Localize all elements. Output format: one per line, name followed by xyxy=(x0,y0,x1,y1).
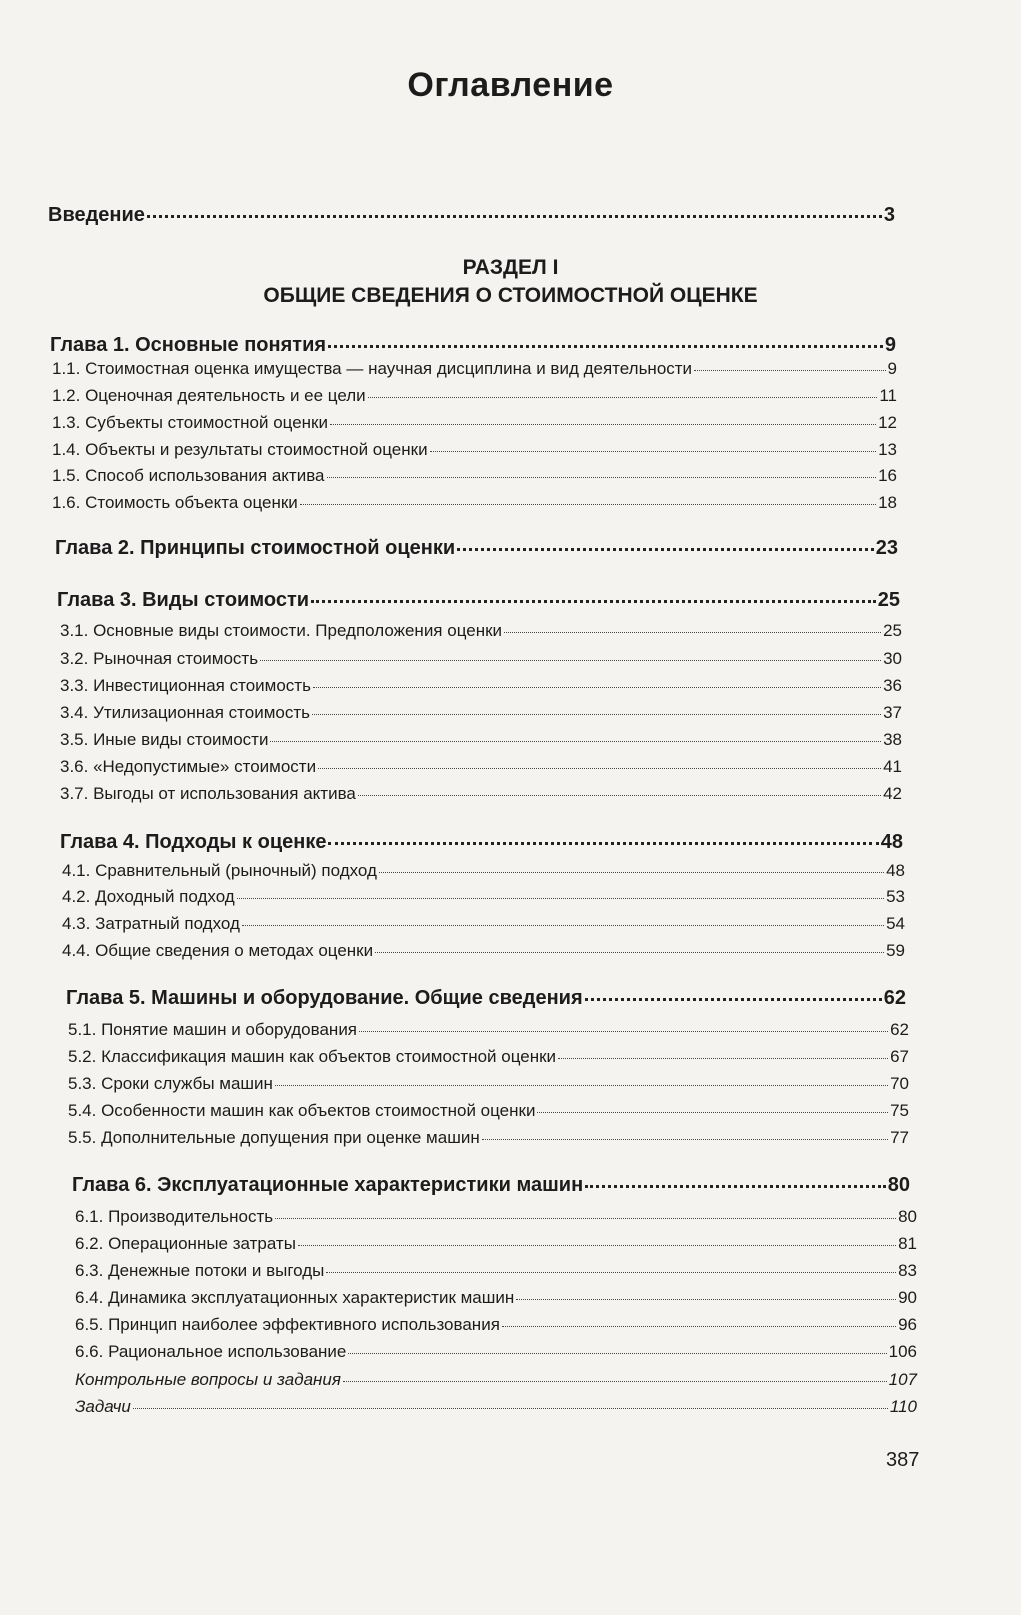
toc-subsection xyxy=(60,622,902,639)
dot-leader xyxy=(318,768,881,769)
dot-leader xyxy=(502,1326,896,1327)
toc-subsection xyxy=(60,650,902,667)
toc-subsection xyxy=(60,731,902,748)
toc-subsection xyxy=(75,1371,917,1388)
toc-chapter xyxy=(60,832,903,852)
toc-subsection xyxy=(62,862,905,879)
toc-subsection xyxy=(52,414,897,431)
toc-subsection xyxy=(75,1289,917,1306)
toc-subsection xyxy=(68,1021,909,1038)
dot-leader xyxy=(327,477,877,478)
entry-label: Глава 4. Подходы к оценке xyxy=(60,831,327,853)
entry-label: Глава 1. Основные понятия xyxy=(50,334,327,356)
toc-chapter xyxy=(66,988,906,1008)
toc-subsection xyxy=(75,1208,917,1225)
dot-leader xyxy=(694,370,885,371)
entry-label: 1.2. Оценочная деятельность и ее цели xyxy=(52,386,366,405)
entry-label: 5.4. Особенности машин как объектов стоимостной оценки xyxy=(68,1101,536,1120)
toc-subsection xyxy=(62,915,905,932)
toc-subsection xyxy=(52,467,897,484)
dot-leader xyxy=(300,504,876,505)
entry-page: 23 xyxy=(875,537,898,559)
entry-label: 4.2. Доходный подход xyxy=(62,887,235,906)
entry-page: 16 xyxy=(878,466,897,485)
toc-subsection xyxy=(60,758,902,775)
entry-page: 80 xyxy=(887,1174,910,1196)
dot-leader xyxy=(328,842,878,845)
entry-page: 106 xyxy=(888,1342,917,1361)
entry-page: 42 xyxy=(883,784,902,803)
entry-page: 81 xyxy=(898,1234,917,1253)
dot-leader xyxy=(237,898,884,899)
entry-page: 67 xyxy=(890,1047,909,1066)
dot-leader xyxy=(379,872,884,873)
entry-page: 48 xyxy=(886,861,905,880)
entry-page: 41 xyxy=(883,757,902,776)
entry-page: 18 xyxy=(878,493,897,512)
entry-label: 4.4. Общие сведения о методах оценки xyxy=(62,941,374,960)
toc-subsection xyxy=(52,360,897,377)
entry-label: 1.1. Стоимостная оценка имущества — научная дисциплина и вид деятельности xyxy=(52,359,693,378)
entry-label: 6.2. Операционные затраты xyxy=(75,1234,296,1253)
dot-leader xyxy=(260,660,881,661)
entry-label: Глава 6. Эксплуатационные характеристики машин xyxy=(72,1174,584,1196)
entry-label: 5.1. Понятие машин и оборудования xyxy=(68,1020,358,1039)
toc-chapter xyxy=(55,538,898,558)
dot-leader xyxy=(330,424,876,425)
entry-label: Задачи xyxy=(75,1397,131,1416)
entry-label: 5.3. Сроки службы машин xyxy=(68,1074,273,1093)
dot-leader xyxy=(275,1218,896,1219)
entry-label: 6.5. Принцип наиболее эффективного использования xyxy=(75,1315,500,1334)
entry-page: 3 xyxy=(883,204,895,226)
toc-subsection xyxy=(68,1075,909,1092)
entry-label: Введение xyxy=(48,204,145,226)
entry-label: 3.3. Инвестиционная стоимость xyxy=(60,676,311,695)
toc-subsection xyxy=(68,1102,909,1119)
entry-page: 48 xyxy=(880,831,903,853)
dot-leader xyxy=(537,1112,888,1113)
dot-leader xyxy=(313,687,881,688)
entry-label: 1.5. Способ использования актива xyxy=(52,466,325,485)
dot-leader xyxy=(457,548,874,551)
entry-label: 3.6. «Недопустимые» стоимости xyxy=(60,757,317,776)
section-heading-line2: ОБЩИЕ СВЕДЕНИЯ О СТОИМОСТНОЙ ОЦЕНКЕ xyxy=(263,284,758,307)
dot-leader xyxy=(312,714,881,715)
entry-page: 13 xyxy=(878,440,897,459)
entry-page: 107 xyxy=(888,1370,917,1389)
entry-page: 38 xyxy=(883,730,902,749)
dot-leader xyxy=(298,1245,896,1246)
entry-label: 5.5. Дополнительные допущения при оценке машин xyxy=(68,1128,480,1147)
dot-leader xyxy=(359,1031,888,1032)
toc-subsection xyxy=(75,1343,917,1360)
entry-label: 1.4. Объекты и результаты стоимостной оценки xyxy=(52,440,428,459)
entry-page: 62 xyxy=(883,987,906,1009)
entry-page: 62 xyxy=(890,1020,909,1039)
entry-page: 25 xyxy=(883,621,902,640)
entry-label: 6.4. Динамика эксплуатационных характеристик машин xyxy=(75,1288,515,1307)
dot-leader xyxy=(242,925,884,926)
entry-label: 4.1. Сравнительный (рыночный) подход xyxy=(62,861,377,880)
entry-label: 3.2. Рыночная стоимость xyxy=(60,649,259,668)
dot-leader xyxy=(482,1139,888,1140)
entry-page: 25 xyxy=(877,589,900,611)
toc-subsection xyxy=(75,1316,917,1333)
entry-label: Глава 5. Машины и оборудование. Общие сведения xyxy=(66,987,583,1009)
entry-page: 59 xyxy=(886,941,905,960)
dot-leader xyxy=(558,1058,888,1059)
toc-entry-intro xyxy=(48,205,895,225)
entry-label: 1.6. Стоимость объекта оценки xyxy=(52,493,298,512)
entry-page: 37 xyxy=(883,703,902,722)
entry-page: 96 xyxy=(898,1315,917,1334)
dot-leader xyxy=(311,600,876,603)
entry-page: 53 xyxy=(886,887,905,906)
entry-label: 5.2. Классификация машин как объектов стоимостной оценки xyxy=(68,1047,557,1066)
entry-page: 12 xyxy=(878,413,897,432)
dot-leader xyxy=(368,397,878,398)
toc-chapter xyxy=(50,335,896,355)
toc-subsection xyxy=(75,1398,917,1415)
dot-leader xyxy=(275,1085,888,1086)
dot-leader xyxy=(326,1272,896,1273)
dot-leader xyxy=(585,1185,886,1188)
entry-page: 9 xyxy=(884,334,896,356)
entry-label: 3.1. Основные виды стоимости. Предположения оценки xyxy=(60,621,503,640)
entry-page: 54 xyxy=(886,914,905,933)
toc-subsection xyxy=(60,785,902,802)
entry-page: 75 xyxy=(890,1101,909,1120)
dot-leader xyxy=(133,1408,888,1409)
toc-subsection xyxy=(52,494,897,511)
dot-leader xyxy=(516,1299,896,1300)
entry-page: 80 xyxy=(898,1207,917,1226)
entry-page: 90 xyxy=(898,1288,917,1307)
entry-label: 6.1. Производительность xyxy=(75,1207,274,1226)
toc-subsection xyxy=(62,942,905,959)
entry-page: 70 xyxy=(890,1074,909,1093)
entry-page: 30 xyxy=(883,649,902,668)
entry-label: 6.6. Рациональное использование xyxy=(75,1342,347,1361)
dot-leader xyxy=(358,795,881,796)
entry-page: 83 xyxy=(898,1261,917,1280)
dot-leader xyxy=(585,998,882,1001)
dot-leader xyxy=(328,345,883,348)
page-number: 387 xyxy=(886,1449,920,1471)
entry-label: 3.4. Утилизационная стоимость xyxy=(60,703,311,722)
toc-subsection xyxy=(52,387,897,404)
entry-label: Глава 2. Принципы стоимостной оценки xyxy=(55,537,456,559)
toc-subsection xyxy=(75,1262,917,1279)
dot-leader xyxy=(430,451,877,452)
toc-subsection xyxy=(68,1129,909,1146)
dot-leader xyxy=(504,632,881,633)
entry-page: 110 xyxy=(889,1397,917,1416)
entry-label: 1.3. Субъекты стоимостной оценки xyxy=(52,413,328,432)
entry-label: 6.3. Денежные потоки и выгоды xyxy=(75,1261,325,1280)
entry-label: 3.7. Выгоды от использования актива xyxy=(60,784,356,803)
toc-subsection xyxy=(62,888,905,905)
dot-leader xyxy=(343,1381,887,1382)
entry-page: 36 xyxy=(883,676,902,695)
toc-subsection xyxy=(60,704,902,721)
dot-leader xyxy=(147,215,882,218)
entry-label: 4.3. Затратный подход xyxy=(62,914,240,933)
toc-chapter xyxy=(57,590,900,610)
toc-subsection xyxy=(75,1235,917,1252)
entry-label: Контрольные вопросы и задания xyxy=(75,1370,341,1389)
toc-subsection xyxy=(68,1048,909,1065)
entry-label: 3.5. Иные виды стоимости xyxy=(60,730,269,749)
entry-page: 9 xyxy=(887,359,897,378)
section-heading-line1: РАЗДЕЛ I xyxy=(462,256,559,279)
toc-chapter xyxy=(72,1175,910,1195)
entry-page: 11 xyxy=(879,386,897,405)
page-title: Оглавление xyxy=(407,66,614,104)
entry-label: Глава 3. Виды стоимости xyxy=(57,589,310,611)
toc-subsection xyxy=(60,677,902,694)
dot-leader xyxy=(375,952,884,953)
dot-leader xyxy=(348,1353,886,1354)
entry-page: 77 xyxy=(890,1128,909,1147)
toc-subsection xyxy=(52,441,897,458)
dot-leader xyxy=(270,741,881,742)
